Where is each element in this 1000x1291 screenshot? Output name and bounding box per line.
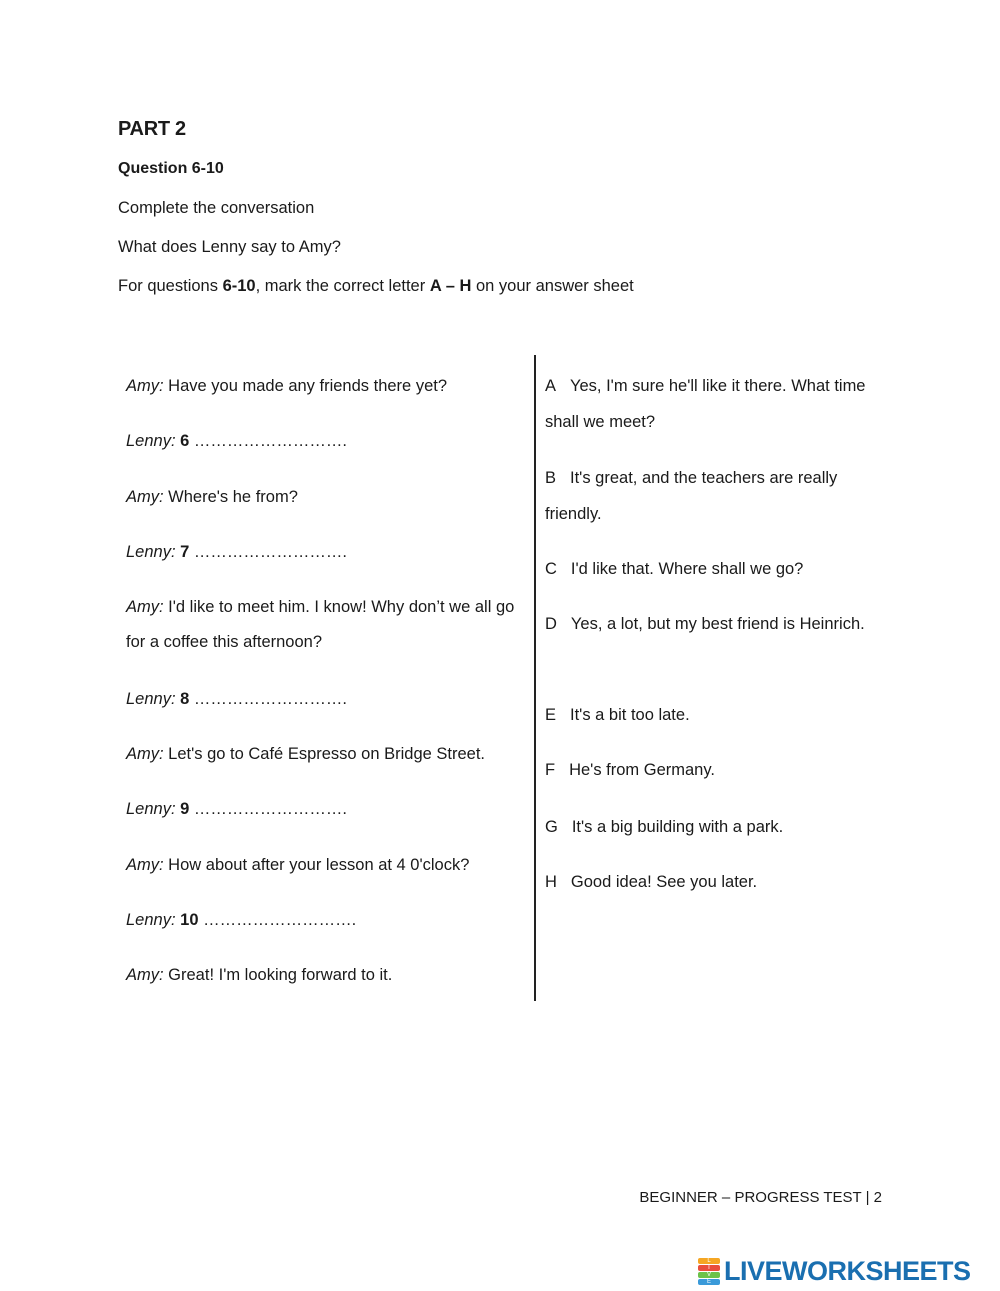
option-letter: A xyxy=(545,377,557,395)
option-text: It's a big building with a park. xyxy=(571,818,784,836)
option-b xyxy=(545,460,885,532)
speaker: Lenny: xyxy=(126,432,176,450)
page-footer: BEGINNER – PROGRESS TEST | 2 xyxy=(639,1189,882,1206)
option-letter: B xyxy=(545,469,557,487)
answer-line xyxy=(126,792,521,827)
question-number: 9 xyxy=(180,800,190,818)
option-letter: F xyxy=(545,761,556,779)
option-g xyxy=(545,809,885,845)
option-text: It's great, and the teachers are really friendly. xyxy=(545,469,838,523)
dialogue-line xyxy=(126,737,521,772)
logo-text: LIVEWORKSHEETS xyxy=(724,1255,971,1286)
speaker: Amy: xyxy=(126,966,164,984)
speaker: Lenny: xyxy=(126,543,176,561)
option-letter: G xyxy=(545,818,558,836)
answer-line xyxy=(126,682,521,717)
speaker: Lenny: xyxy=(126,800,176,818)
logo-badge-letter: V xyxy=(698,1272,720,1278)
answer-line xyxy=(126,535,521,570)
option-text: Yes, I'm sure he'll like it there. What time shall we meet? xyxy=(545,377,866,431)
dialogue-line xyxy=(126,369,521,404)
logo-badge-letter: E xyxy=(698,1279,720,1285)
dialogue-text: How about after your lesson at 4 0'clock? xyxy=(163,856,470,874)
speaker: Lenny: xyxy=(126,911,176,929)
option-e xyxy=(545,697,885,733)
dialogue-line xyxy=(126,848,521,883)
option-letter: D xyxy=(545,615,557,633)
logo-badge-letter: I xyxy=(698,1265,720,1271)
question-number: 6 xyxy=(180,432,190,450)
instruction-2: What does Lenny say to Amy? xyxy=(118,238,341,256)
answer-line xyxy=(126,903,521,938)
question-number: 7 xyxy=(180,543,190,561)
option-text: He's from Germany. xyxy=(569,761,715,779)
part-title: PART 2 xyxy=(118,118,186,140)
speaker: Lenny: xyxy=(126,690,176,708)
instruction-3 xyxy=(118,277,634,296)
question-number: 10 xyxy=(180,911,199,929)
dialogue-line xyxy=(126,958,521,993)
option-letter: H xyxy=(545,873,557,891)
instruction-3-post: on your answer sheet xyxy=(471,277,634,295)
dialogue-text: Let's go to Café Espresso on Bridge Street. xyxy=(163,745,486,763)
option-h xyxy=(545,864,885,900)
dialogue-text: Have you made any friends there yet? xyxy=(163,377,448,395)
column-divider xyxy=(534,355,536,1001)
dialogue-text: Great! I'm looking forward to it. xyxy=(163,966,393,984)
logo-badge-icon xyxy=(698,1258,720,1284)
liveworksheets-logo xyxy=(698,1256,971,1286)
option-f xyxy=(545,752,885,788)
answer-blank[interactable]: ………………………. xyxy=(198,911,357,929)
answer-blank[interactable]: ………………………. xyxy=(189,690,347,708)
speaker: Amy: xyxy=(126,856,164,874)
option-text: Yes, a lot, but my best friend is Heinrich. xyxy=(570,615,865,633)
option-text: Good idea! See you later. xyxy=(570,873,758,891)
dialogue-line xyxy=(126,480,521,515)
answer-line xyxy=(126,424,521,459)
option-c xyxy=(545,551,885,587)
option-d xyxy=(545,606,885,642)
logo-badge-letter: L xyxy=(698,1258,720,1264)
instruction-3-mid: , mark the correct letter xyxy=(255,277,430,295)
question-range: Question 6-10 xyxy=(118,160,224,177)
dialogue-text: Where's he from? xyxy=(163,488,298,506)
option-letter: C xyxy=(545,560,557,578)
speaker: Amy: xyxy=(126,598,164,616)
answer-blank[interactable]: ………………………. xyxy=(189,543,347,561)
dialogue-text: I'd like to meet him. I know! Why don’t we all go for a coffee this afternoon? xyxy=(126,598,515,651)
question-number: 8 xyxy=(180,690,190,708)
option-letter: E xyxy=(545,706,557,724)
answer-blank[interactable]: ………………………. xyxy=(189,800,347,818)
dialogue-line xyxy=(126,590,521,660)
instruction-3-pre: For questions xyxy=(118,277,223,295)
option-text: I'd like that. Where shall we go? xyxy=(570,560,804,578)
speaker: Amy: xyxy=(126,745,164,763)
speaker: Amy: xyxy=(126,377,164,395)
instruction-3-range: 6-10 xyxy=(222,277,256,295)
instruction-1: Complete the conversation xyxy=(118,199,315,217)
option-text: It's a bit too late. xyxy=(570,706,690,724)
option-a xyxy=(545,368,885,440)
answer-blank[interactable]: ………………………. xyxy=(189,432,347,450)
speaker: Amy: xyxy=(126,488,164,506)
instruction-3-letters: A – H xyxy=(429,277,472,295)
